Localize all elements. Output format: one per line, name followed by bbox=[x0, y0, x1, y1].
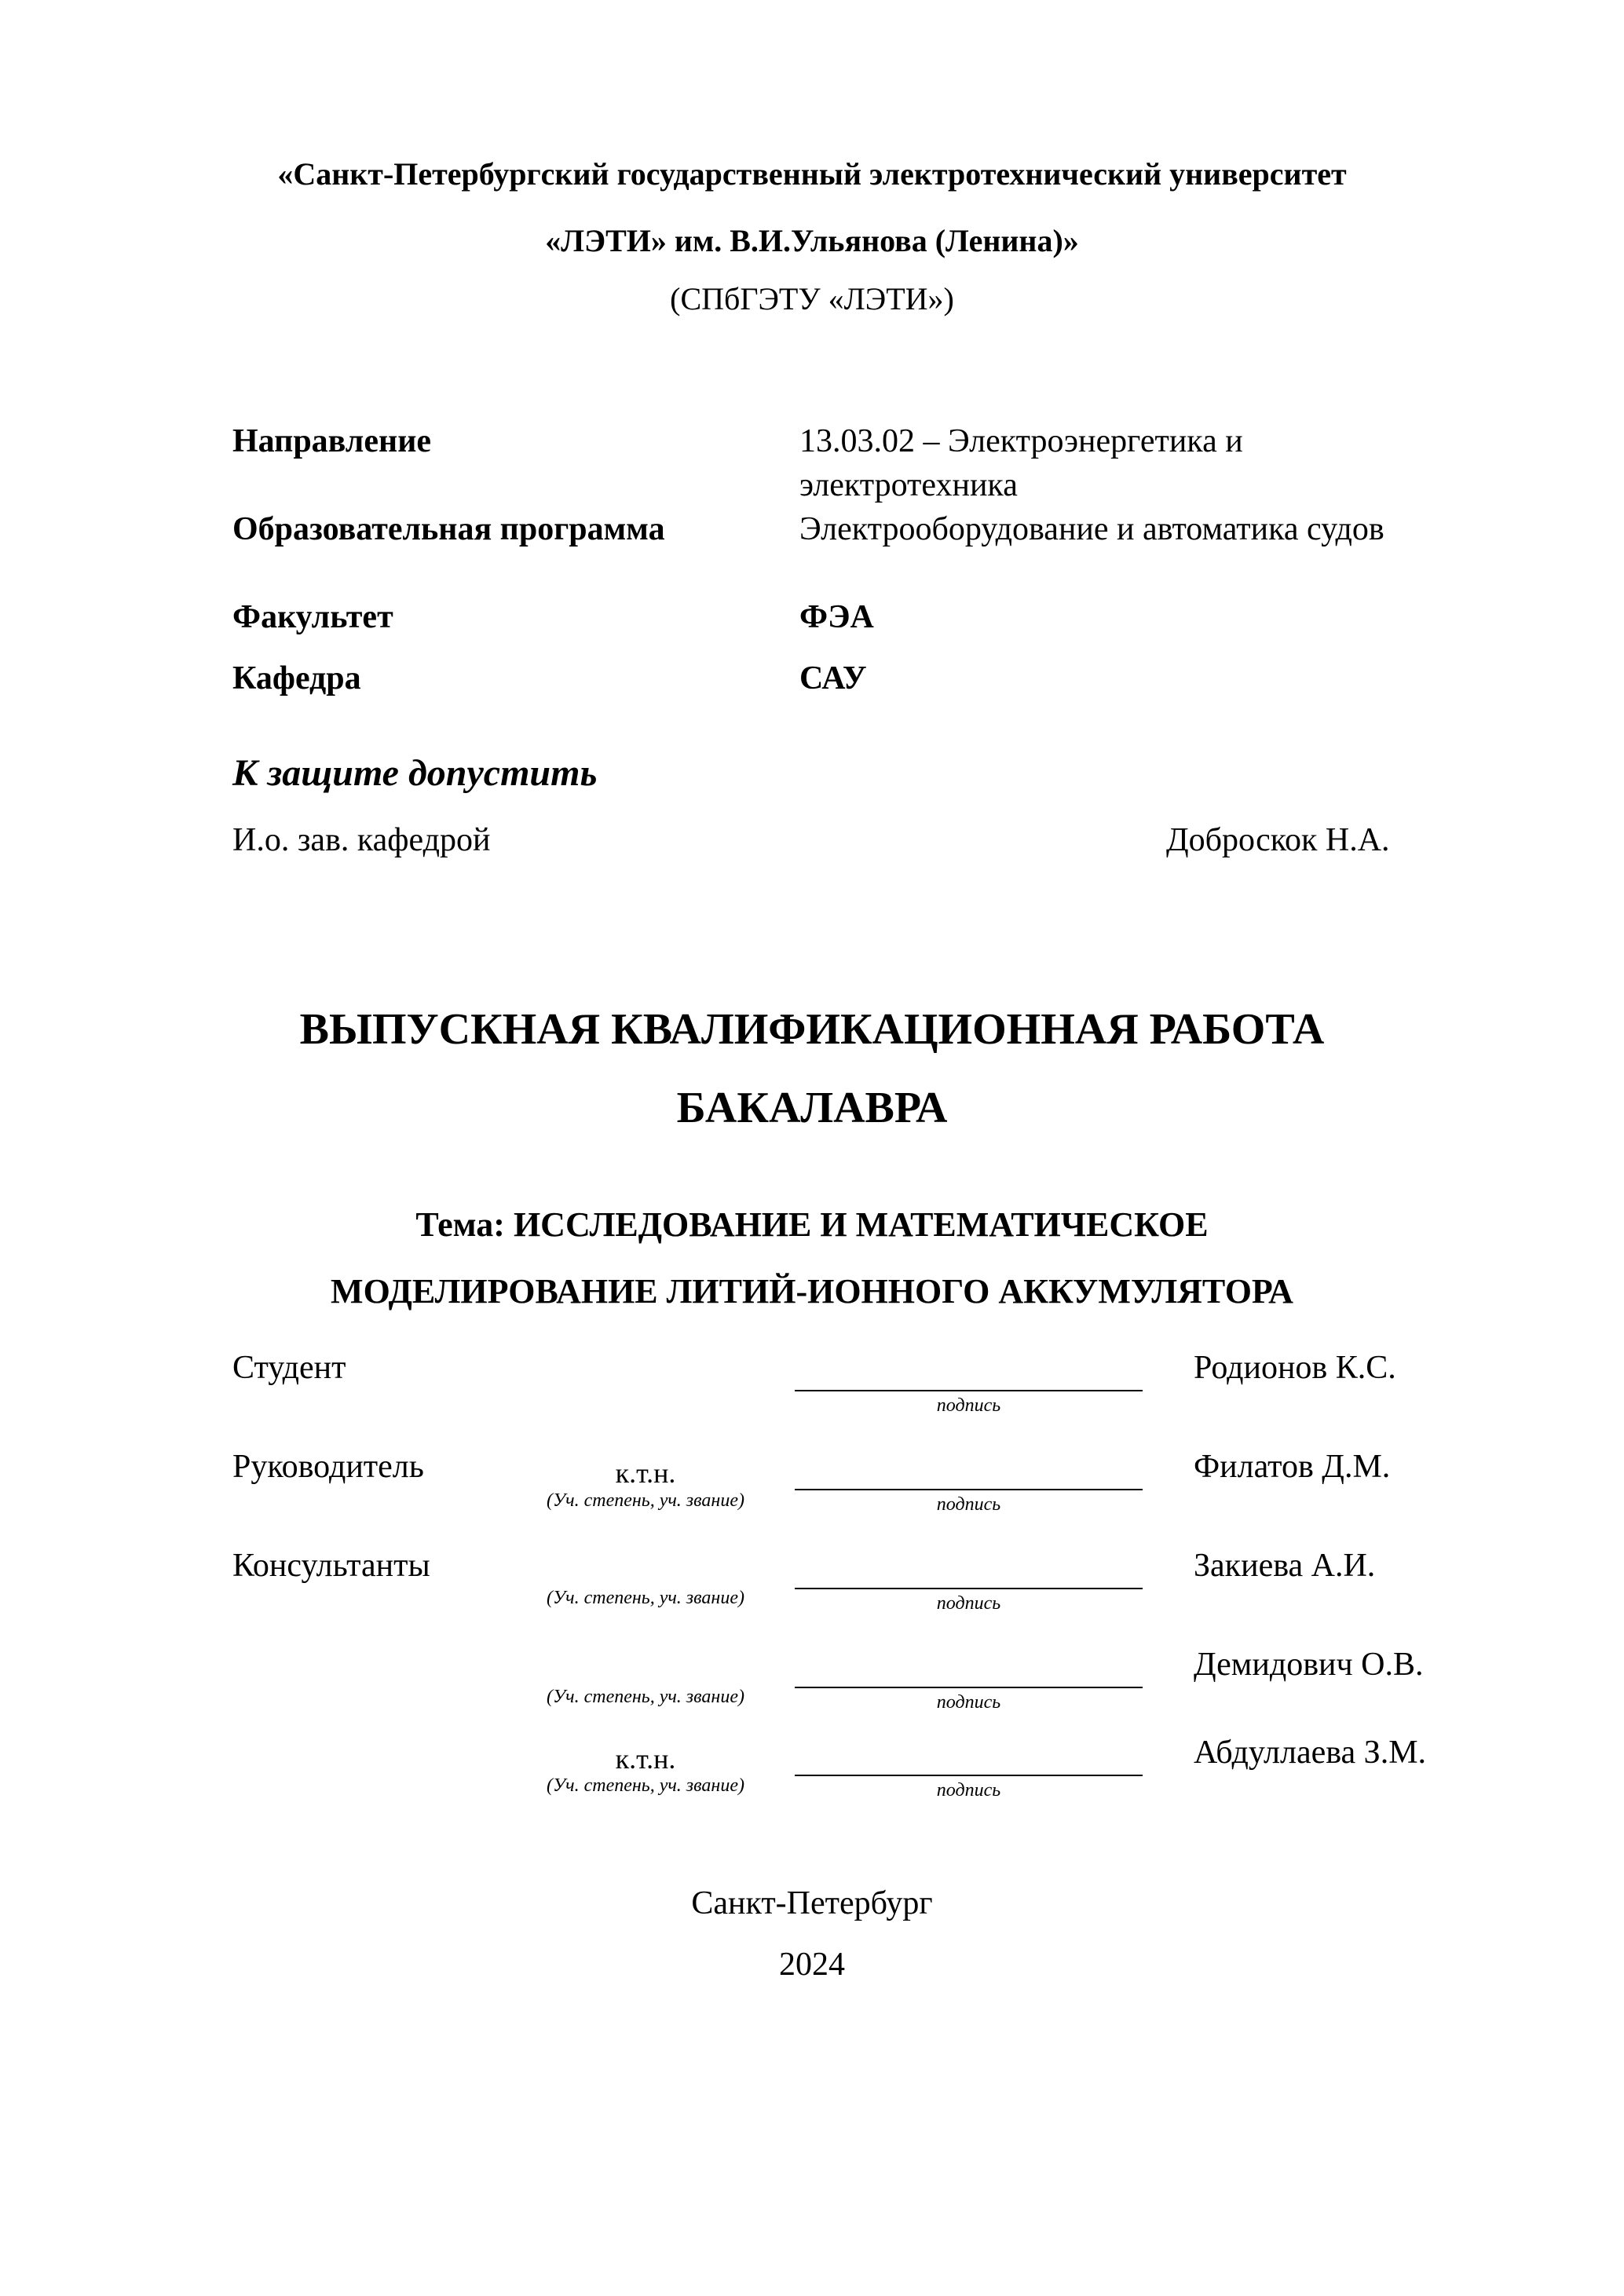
consultant-2-signature-caption: подпись bbox=[936, 1692, 1001, 1713]
consultant-3-name: Абдуллаева З.М. bbox=[1194, 1735, 1427, 1771]
admission-name: Доброскок Н.А. bbox=[1166, 822, 1390, 858]
consultant-1-signature-caption: подпись bbox=[936, 1593, 1001, 1614]
department-value: САУ bbox=[799, 660, 867, 696]
footer-city: Санкт-Петербург bbox=[691, 1885, 933, 1921]
consultant-2-degree-caption: (Уч. степень, уч. звание) bbox=[547, 1687, 744, 1707]
consultant-1-degree-caption: (Уч. степень, уч. звание) bbox=[547, 1588, 744, 1608]
consultant-1-name: Закиева А.И. bbox=[1194, 1548, 1376, 1584]
topic-line2: МОДЕЛИРОВАНИЕ ЛИТИЙ-ИОННОГО АККУМУЛЯТОРА bbox=[331, 1272, 1293, 1311]
work-title-line1: ВЫПУСКНАЯ КВАЛИФИКАЦИОННАЯ РАБОТА bbox=[299, 1005, 1325, 1054]
admission-title: К защите допустить bbox=[232, 752, 598, 794]
work-title-line2: БАКАЛАВРА bbox=[676, 1084, 948, 1132]
consultants-role: Консультанты bbox=[232, 1548, 430, 1584]
supervisor-signature-caption: подпись bbox=[936, 1494, 1001, 1515]
supervisor-role: Руководитель bbox=[232, 1449, 424, 1485]
university-name-line2: «ЛЭТИ» им. В.И.Ульянова (Ленина)» bbox=[545, 223, 1079, 258]
footer-year: 2024 bbox=[779, 1947, 845, 1983]
university-name-line1: «Санкт-Петербургский государственный электротехнический университет bbox=[277, 156, 1347, 192]
supervisor-name: Филатов Д.М. bbox=[1194, 1449, 1391, 1485]
consultant-1-signature-line bbox=[795, 1588, 1143, 1589]
consultant-3-signature-caption: подпись bbox=[936, 1780, 1001, 1801]
student-signature-line bbox=[795, 1390, 1143, 1391]
consultant-3-signature-line bbox=[795, 1775, 1143, 1776]
consultant-2-signature-line bbox=[795, 1687, 1143, 1688]
admission-role: И.о. зав. кафедрой bbox=[232, 822, 491, 858]
direction-value: 13.03.02 – Электроэнергетика и электротехника bbox=[799, 423, 1243, 503]
student-role: Студент bbox=[232, 1350, 346, 1386]
department-label: Кафедра bbox=[232, 660, 361, 696]
supervisor-signature-line bbox=[795, 1489, 1143, 1490]
consultant-3-degree: к.т.н. bbox=[615, 1743, 676, 1775]
topic-line1: Тема: ИССЛЕДОВАНИЕ И МАТЕМАТИЧЕСКОЕ bbox=[415, 1205, 1209, 1244]
program-label: Образовательная программа bbox=[232, 511, 665, 547]
faculty-value: ФЭА bbox=[799, 599, 874, 635]
consultant-3-degree-caption: (Уч. степень, уч. звание) bbox=[547, 1775, 744, 1796]
supervisor-degree: к.т.н. bbox=[615, 1457, 676, 1489]
direction-label: Направление bbox=[232, 423, 432, 459]
program-value: Электрооборудование и автоматика судов bbox=[799, 511, 1384, 547]
supervisor-degree-caption: (Уч. степень, уч. звание) bbox=[547, 1490, 744, 1511]
student-signature-caption: подпись bbox=[936, 1395, 1001, 1416]
university-abbreviation: (СПбГЭТУ «ЛЭТИ») bbox=[670, 281, 954, 316]
faculty-label: Факультет bbox=[232, 599, 393, 635]
student-name: Родионов К.С. bbox=[1194, 1350, 1396, 1386]
consultant-2-name: Демидович О.В. bbox=[1194, 1647, 1424, 1683]
